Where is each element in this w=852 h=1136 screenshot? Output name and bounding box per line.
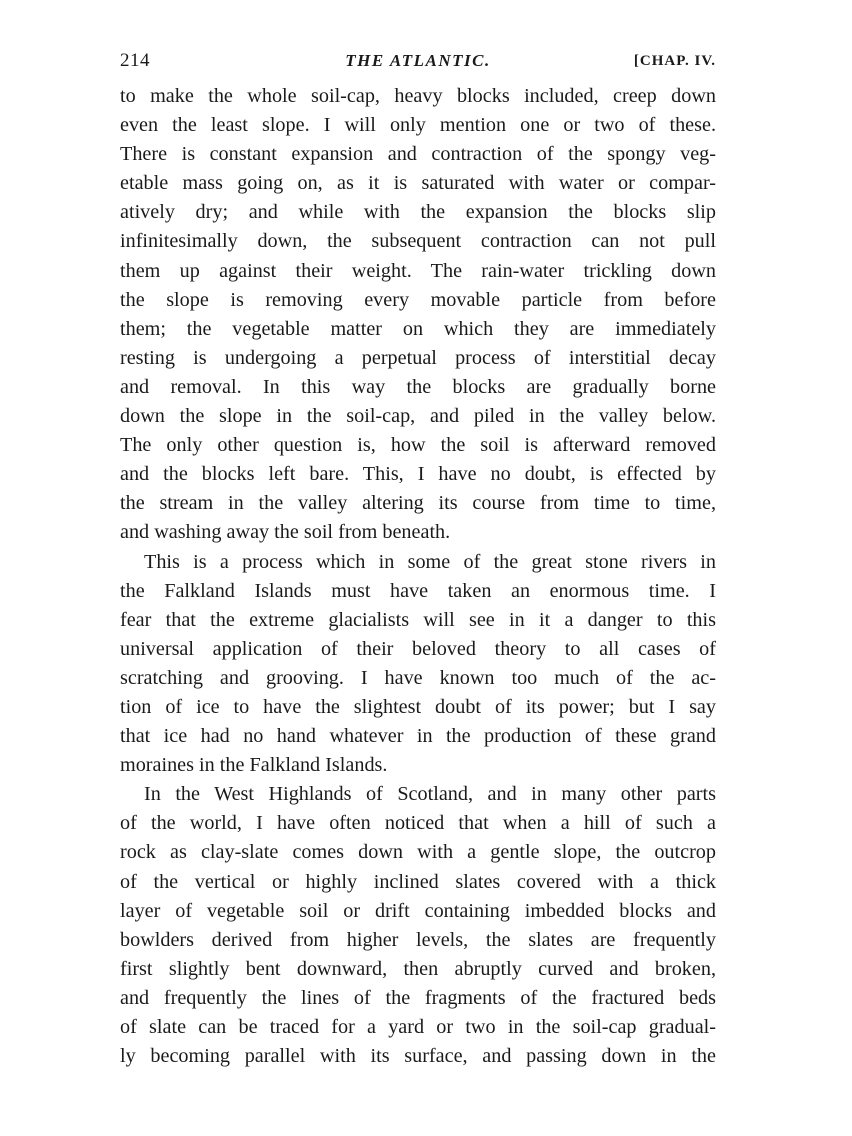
text-line: ly becoming parallel with its surface, and passing down in the xyxy=(120,1045,716,1068)
text-line: The only other question is, how the soil is afterward removed xyxy=(120,434,716,457)
text-line: of slate can be traced for a yard or two in the soil-cap gradual- xyxy=(120,1016,716,1038)
text-line: and frequently the lines of the fragments of the fractured beds xyxy=(120,986,716,1009)
paragraph xyxy=(120,548,716,781)
text-line: atively dry; and while with the expansion the blocks slip xyxy=(120,201,716,224)
text-line: moraines in the Falkland Islands. xyxy=(120,754,388,777)
text-line: There is constant expansion and contraction of the spongy veg- xyxy=(120,143,716,166)
text-line: down the slope in the soil-cap, and piled in the valley below. xyxy=(120,405,716,428)
text-line: and washing away the soil from beneath. xyxy=(120,521,451,544)
text-line: the slope is removing every movable particle from before xyxy=(120,288,716,311)
text-line: them up against their weight. The rain-water trickling down xyxy=(120,259,716,282)
text-line: rock as clay-slate comes down with a gentle slope, the outcrop xyxy=(120,841,716,864)
text-line: that ice had no hand whatever in the production of these grand xyxy=(120,725,716,748)
text-line: of the world, I have often noticed that when a hill of such a xyxy=(120,812,716,835)
text-line: bowlders derived from higher levels, the slates are frequently xyxy=(120,928,716,951)
text-line: universal application of their beloved theory to all cases of xyxy=(120,637,716,660)
text-line: even the least slope. I will only mention one or two of these. xyxy=(120,114,716,137)
book-page xyxy=(120,48,716,1071)
text-line: scratching and grooving. I have known too much of the ac- xyxy=(120,666,716,689)
text-line: the stream in the valley altering its course from time to time, xyxy=(120,492,716,515)
running-head xyxy=(120,48,716,82)
page-number: 214 xyxy=(120,50,150,71)
text-line: In the West Highlands of Scotland, and in many other parts xyxy=(144,783,716,806)
text-line: infinitesimally down, the subsequent contraction can not pull xyxy=(120,230,716,253)
paragraph xyxy=(120,82,716,548)
text-line: resting is undergoing a perpetual process of interstitial decay xyxy=(120,346,716,369)
text-line: etable mass going on, as it is saturated with water or compar- xyxy=(120,172,716,195)
text-line: layer of vegetable soil or drift containing imbedded blocks and xyxy=(120,899,716,922)
body-text xyxy=(120,82,716,1071)
text-line: This is a process which in some of the great stone rivers in xyxy=(144,550,716,573)
running-title: THE ATLANTIC. xyxy=(345,51,491,70)
text-line: and the blocks left bare. This, I have no doubt, is effected by xyxy=(120,463,716,486)
text-line: to make the whole soil-cap, heavy blocks included, creep down xyxy=(120,85,716,107)
text-line: and removal. In this way the blocks are gradually borne xyxy=(120,375,716,398)
paragraph xyxy=(120,780,716,1071)
text-line: tion of ice to have the slightest doubt of its power; but I say xyxy=(120,695,716,718)
text-line: them; the vegetable matter on which they are immediately xyxy=(120,317,716,340)
text-line: of the vertical or highly inclined slates covered with a thick xyxy=(120,870,716,893)
text-line: the Falkland Islands must have taken an enormous time. I xyxy=(120,579,716,602)
text-line: first slightly bent downward, then abruptly curved and broken, xyxy=(120,957,716,980)
chapter-reference: [CHAP. IV. xyxy=(633,53,716,69)
text-line: fear that the extreme glacialists will see in it a danger to this xyxy=(120,608,716,631)
